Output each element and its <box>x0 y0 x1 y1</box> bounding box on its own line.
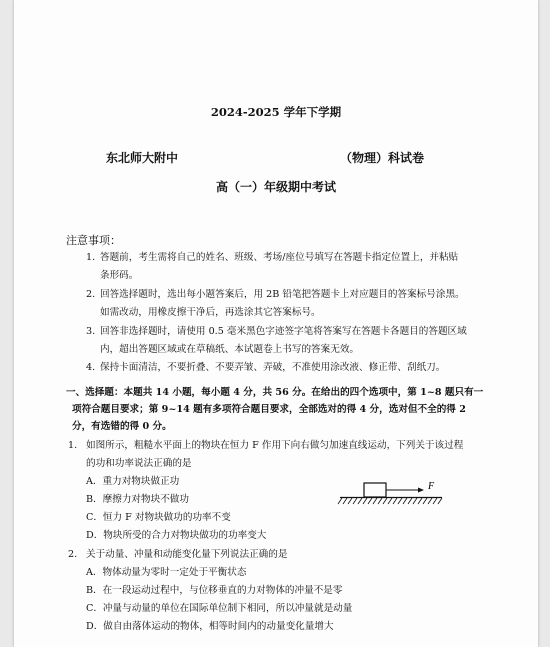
notice-item-1-number: 1. <box>86 252 96 263</box>
section-1-line-3: 分，有选错的得 0 分。 <box>72 421 172 432</box>
force-arrow-head <box>418 488 424 493</box>
notice-item-3-number: 3. <box>86 326 96 337</box>
notice-item-3-line-2: 内，超出答题区域或在草稿纸、本试题卷上书写的答案无效。 <box>100 344 360 355</box>
exam-page <box>14 0 538 647</box>
exam-title: 高（一）年级期中考试 <box>215 180 336 194</box>
q2-option-d: D．做自由落体运动的物体，相等时间内的动量变化量增大 <box>86 621 334 632</box>
notice-title: 注意事项： <box>66 234 121 247</box>
q2-stem-line-1: 关于动量、冲量和动能变化量下列说法正确的是 <box>86 549 288 560</box>
q1-stem-line-2: 的功和功率说法正确的是 <box>86 458 192 469</box>
notice-item-1-line-1: 答题前，考生需将自己的姓名、班级、考场/座位号填写在答题卡指定位置上，并粘贴 <box>100 252 459 263</box>
q1-option-c: C．恒力 F 对物块做功的功率不变 <box>86 512 231 523</box>
q1-option-d: D．物块所受的合力对物块做功的功率变大 <box>86 530 267 541</box>
notice-item-2-line-1: 回答选择题时，选出每小题答案后，用 2B 铅笔把答题卡上对应题目的答案标号涂黑。 <box>100 289 465 300</box>
notice-item-1-line-2: 条形码。 <box>100 270 139 281</box>
ground-hatching <box>338 498 442 504</box>
q2-option-a: A．物体动量为零时一定处于平衡状态 <box>86 567 247 578</box>
q1-stem-line-1: 如图所示，粗糙水平面上的物块在恒力 F 作用下向右做匀加速直线运动，下列关于该过程 <box>86 440 464 451</box>
q1-number: 1. <box>68 440 78 451</box>
school-year-title: 2024-2025 学年下学期 <box>210 105 342 119</box>
force-label: F <box>428 481 435 492</box>
notice-item-4-line-1: 保持卡面清洁，不要折叠、不要弄皱、弄破，不准使用涂改液、修正带、刮纸刀。 <box>100 362 446 373</box>
notice-item-2-line-2: 如需改动，用橡皮擦干净后，再选涂其它答案标号。 <box>100 307 321 318</box>
block-on-ground-figure <box>336 478 448 508</box>
q2-option-b: B．在一段运动过程中，与位移垂直的力对物体的冲量不是零 <box>86 585 343 596</box>
block-shape <box>364 483 386 497</box>
notice-item-4-number: 4. <box>86 362 96 373</box>
school-name: 东北师大附中 <box>106 151 179 165</box>
section-1-line-2: 项符合题目要求；第 9~14 题有多项符合题目要求，全部选对的得 4 分，选对但不全的得 2 <box>72 404 466 415</box>
notice-item-2-number: 2. <box>86 289 96 300</box>
notice-item-3-line-1: 回答非选择题时，请使用 0.5 毫米黑色字迹签字笔将答案写在答题卡各题目的答题区域 <box>100 326 467 337</box>
q1-option-a: A．重力对物块做正功 <box>86 476 180 487</box>
section-1-line-1: 一、选择题：本题共 14 小题，每小题 4 分，共 56 分。在给出的四个选项中，第 1~8 题只有一 <box>66 387 484 398</box>
q2-option-c: C．冲量与动量的单位在国际单位制下相同，所以冲量就是动量 <box>86 603 353 614</box>
subject-title: （物理）科试卷 <box>340 151 425 165</box>
q2-number: 2. <box>68 549 78 560</box>
q1-option-b: B．摩擦力对物块不做功 <box>86 494 189 505</box>
